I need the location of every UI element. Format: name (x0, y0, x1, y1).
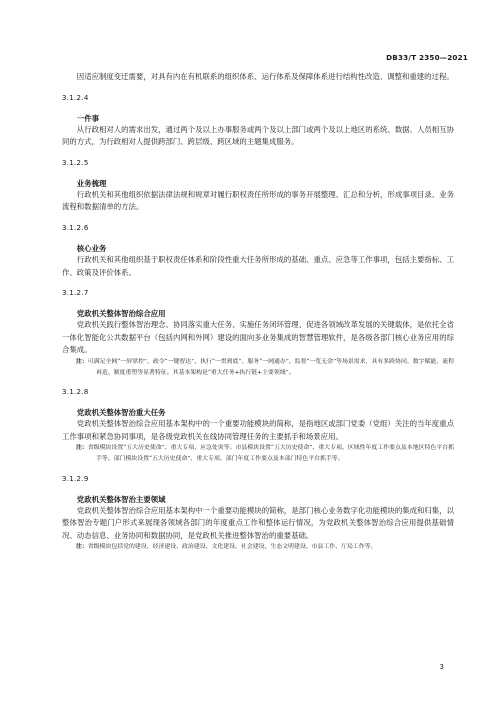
standard-code: DB33/T 2350—2021 (386, 53, 468, 62)
term-title: 核心业务 (76, 243, 107, 253)
note-label: 注： (76, 358, 88, 365)
section-3-1-2-5 (62, 159, 454, 214)
intro-paragraph: 因适应制度变迁需要，对具有内在有机联系的组织体系、运行体系及保障体系进行结构性改造、调整和重建的过程。 (76, 72, 454, 81)
term-definition: 党政机关整体智治综合应用基本架构中的一个重要功能模块的简称，是指地区或部门党委（党组）关注的当年度重点工作事项和紧急协同事项，是各级党政机关在线协同管理任务的主要抓手和场景应用。 (62, 419, 454, 441)
document-body (62, 71, 454, 553)
page-number: 3 (439, 663, 444, 671)
term-title: 党政机关整体智治主要领域 (76, 494, 166, 504)
term-definition: 行政机关和其他组织依据法律法规和规章对履行职权责任所形成的事务开展整理、汇总和分析，形成事项目录、业务流程和数据清单的方法。 (62, 189, 454, 212)
term-definition: 党政机关践行整体智治理念、协同落实重大任务、实施任务闭环管理、促进各领域改革发展的关键载体，是依托全省一体化智能化公共数据平台（包括内网和外网）建设的面向多业务集成的智慧管理软件，是各级各部门核心业务应用的综合集成。 (62, 320, 454, 355)
clause-number: 3.1.2.9 (62, 474, 89, 483)
section-3-1-2-9 (62, 475, 454, 553)
note (62, 542, 454, 553)
note-text: 省级模块包括党的建设、经济建设、政治建设、文化建设、社会建设、生态文明建设、市县工作、厅局工作等。 (87, 544, 377, 551)
note-text: 省级模块设置“五大历史使命”、重大专项、应急处突等。市县模块设置“五大历史使命”、重大专项、区域性年度工作要点及本地区特色平台抓手等。部门模块设置“五大历史使命”、重大专项、部门年度工作要点及本部门特色平台抓手等。 (87, 445, 455, 462)
term-definition: 行政机关和其他组织基于职权责任体系和阶段性重大任务所形成的基础、重点、应急等工作事项，包括主要指标、工作、政策及评价体系。 (62, 254, 454, 277)
clause-number: 3.1.2.5 (62, 158, 89, 167)
note (62, 443, 454, 464)
note-label: 注： (76, 544, 88, 551)
note-label: 注： (76, 445, 88, 452)
clause-number: 3.1.2.6 (62, 223, 89, 232)
term-definition: 从行政相对人的需求出发，通过两个及以上办事服务或两个及以上部门或两个及以上地区的系统、数据、人员相互协同的方式，为行政相对人提供跨部门、跨层级、跨区域的主题集成服务。 (62, 124, 454, 147)
term-title: 党政机关整体智治综合应用 (76, 309, 166, 319)
clause-number: 3.1.2.8 (62, 388, 89, 397)
section-3-1-2-4 (62, 94, 454, 149)
term-title: 业务梳理 (76, 178, 107, 188)
term-title: 党政机关整体智治重大任务 (76, 408, 166, 418)
section-3-1-2-7 (62, 289, 454, 378)
term-title: 一件事 (76, 113, 99, 123)
note (62, 357, 454, 378)
section-3-1-2-8 (62, 388, 454, 464)
clause-number: 3.1.2.7 (62, 289, 89, 298)
note-text: 可满足全网“一屏掌控”、政令“一键智达”、执行“一贯到底”、服务“一网通办”、监督“一览无余”等场景需求，具有多跨协同、数字赋能、流程再造、制度重塑等显著特征。其基本架构是“重大任务+执行链+主要领域”。 (87, 358, 454, 376)
term-definition: 党政机关整体智治综合应用基本架构中一个重要功能模块的简称，是部门核心业务数字化功能模块的集成和归集，以整体智治专题门户形式来展现各领域各部门的年度重点工作和整体运行情况，为党政机关整体智治综合应用提供基础情况、动态信息、业务协同和数据协同，是党政机关推进整体智治的重要基础。 (62, 505, 454, 540)
section-3-1-2-6 (62, 224, 454, 279)
clause-number: 3.1.2.4 (62, 93, 89, 102)
